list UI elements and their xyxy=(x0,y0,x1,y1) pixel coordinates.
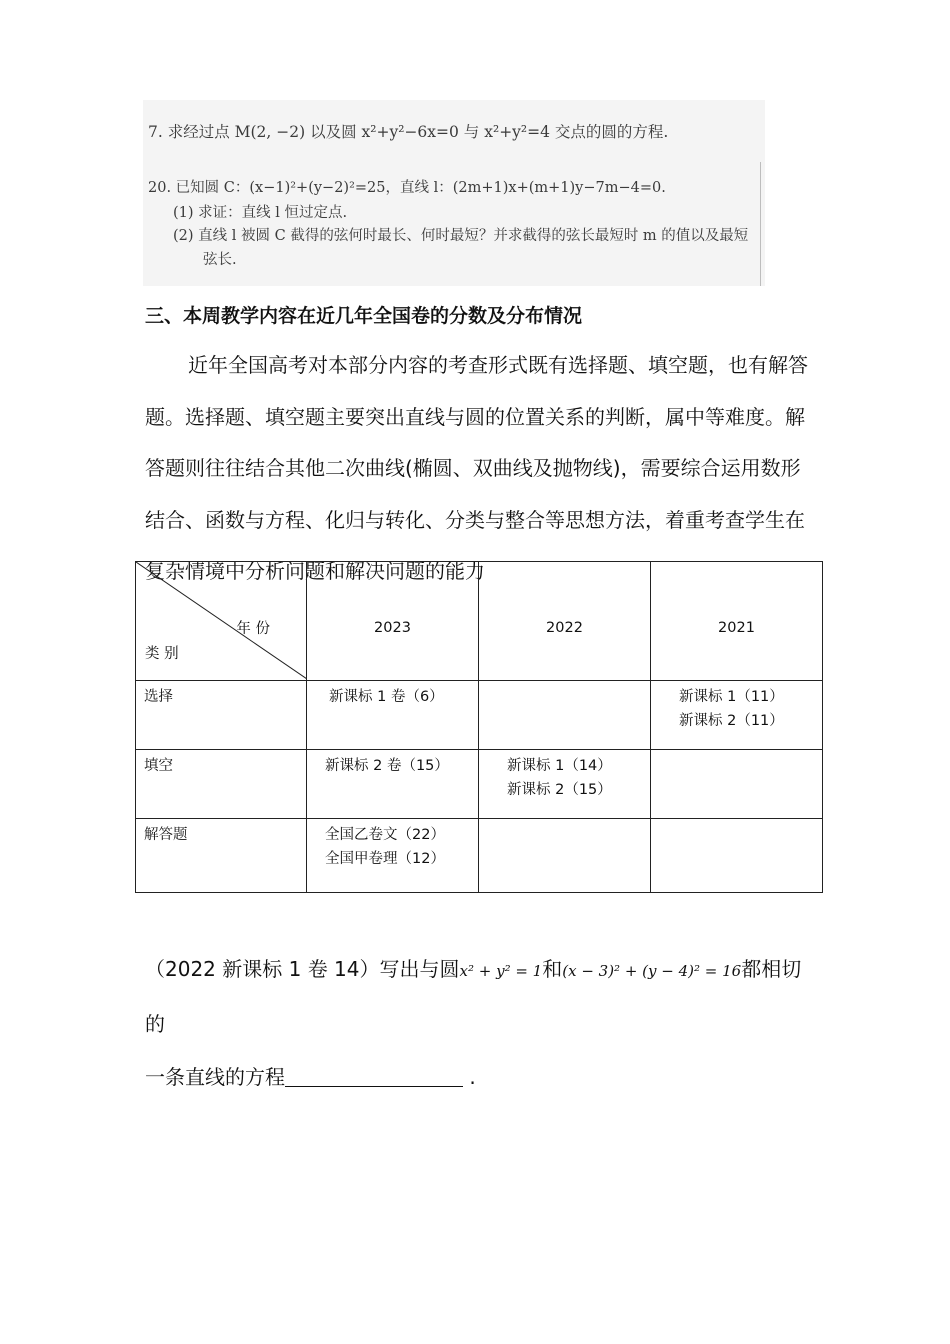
scan-edge-line xyxy=(760,162,761,286)
year-header: 2023 xyxy=(307,562,479,681)
question-prefix: （2022 新课标 1 卷 14）写出与圆 xyxy=(145,957,460,981)
category-cell: 解答题 xyxy=(136,819,307,893)
table-cell xyxy=(651,819,823,893)
table-cell xyxy=(479,819,651,893)
problem-20-part-2: (2) 直线 l 被圆 C 截得的弦何时最长、何时最短？并求截得的弦长最短时 m 的值以及最短 xyxy=(173,228,749,244)
table-cell xyxy=(651,750,823,819)
table-cell: 新课标 1（11） 新课标 2（11） xyxy=(651,681,823,750)
question-end: . xyxy=(469,1065,476,1089)
category-cell: 选择 xyxy=(136,681,307,750)
section-heading: 三、本周教学内容在近几年全国卷的分数及分布情况 xyxy=(145,305,583,327)
circle-equation-2: (x − 3)² + (y − 4)² = 16 xyxy=(562,962,742,980)
question-suffix: 都相切的 xyxy=(145,957,802,1036)
table-cell: 新课标 1 卷（6） xyxy=(307,681,479,750)
exam-question xyxy=(145,943,815,1104)
answer-blank[interactable] xyxy=(285,1066,463,1087)
table-cell xyxy=(479,681,651,750)
problem-20-stem: 20. 已知圆 C：(x−1)²+(y−2)²=25，直线 l：(2m+1)x+(m+1)y−7m−4=0. xyxy=(148,180,666,196)
body-paragraph: 近年全国高考对本部分内容的考查形式既有选择题、填空题，也有解答题。选择题、填空题主要突出直线与圆的位置关系的判断，属中等难度。解答题则往往结合其他二次曲线(椭圆、双曲线及抛物线)，需要综合运用数形结合、函数与方程、化归与转化、分类与整合等思想方法，着重考查学生在复杂情境中分析问题和解决问题的能力 xyxy=(145,353,808,583)
problem-20-part-2-continued: 弦长. xyxy=(203,252,237,268)
problem-7: 7. 求经过点 M(2, −2) 以及圆 x²+y²−6x=0 与 x²+y²=4 交点的圆的方程. xyxy=(148,123,669,141)
year-header: 2022 xyxy=(479,562,651,681)
score-distribution-table xyxy=(135,561,823,893)
table-cell: 全国乙卷文（22） 全国甲卷理（12） xyxy=(307,819,479,893)
diagonal-header-cell xyxy=(136,562,307,681)
table-cell: 新课标 2 卷（15） xyxy=(307,750,479,819)
table-cell: 新课标 1（14） 新课标 2（15） xyxy=(479,750,651,819)
circle-equation-1: x² + y² = 1 xyxy=(459,962,543,980)
header-year-label: 年 份 xyxy=(236,621,270,637)
year-header: 2021 xyxy=(651,562,823,681)
question-middle: 和 xyxy=(542,957,563,981)
scanned-problem-image xyxy=(143,100,765,286)
problem-20-part-1: (1) 求证：直线 l 恒过定点. xyxy=(173,205,348,221)
header-category-label: 类 别 xyxy=(145,646,179,662)
category-cell: 填空 xyxy=(136,750,307,819)
question-line-2: 一条直线的方程 xyxy=(145,1065,285,1089)
